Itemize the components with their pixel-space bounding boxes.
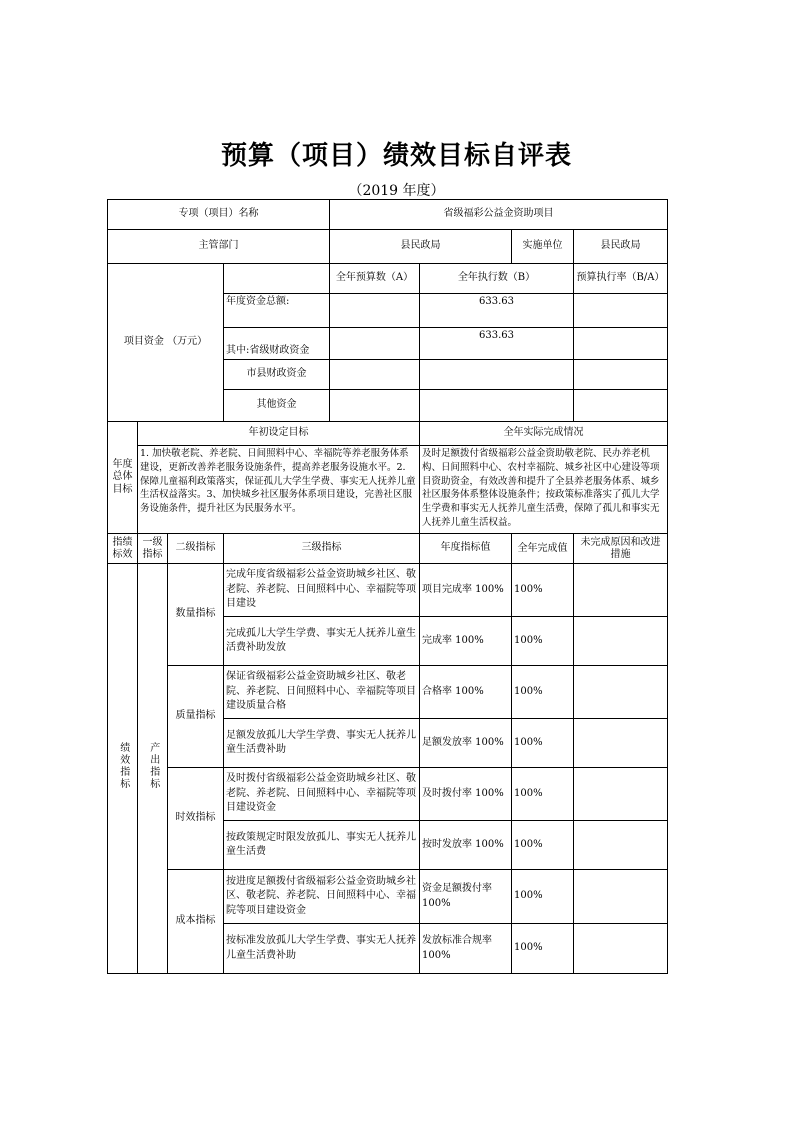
- project-name-value: 省级福彩公益金资助项目: [330, 200, 668, 230]
- funds-corner: [224, 264, 330, 294]
- ind-level3: 按进度足额拨付省级福彩公益金资助城乡社区、敬老院、养老院、日间照料中心、幸福院等项目建设资金: [224, 870, 420, 924]
- funds-row-label: 其他资金: [224, 390, 330, 422]
- ind-header-level1: 一级指标: [138, 534, 168, 564]
- ind-level3: 足额发放孤儿大学生学费、事实无人抚养儿童生活费补助: [224, 719, 420, 768]
- ind-target: 资金足额拨付率 100%: [420, 870, 512, 924]
- ind-actual: 100%: [512, 564, 574, 617]
- ind-actual: 100%: [512, 924, 574, 974]
- funds-row-exec: 633.63: [420, 294, 574, 328]
- goals-actual-header: 全年实际完成情况: [420, 422, 668, 446]
- funds-row-budget: [330, 390, 420, 422]
- funds-row-budget: [330, 294, 420, 328]
- funds-row-exec: 633.63: [420, 328, 574, 360]
- ind-header-col0: 指绩标效: [108, 534, 138, 564]
- ind-target: 完成率 100%: [420, 617, 512, 666]
- ind-header-level3: 三级指标: [224, 534, 420, 564]
- ind-header-level2: 二级指标: [168, 534, 224, 564]
- ind-level3: 按标准发放孤儿大学生学费、事实无人抚养儿童生活费补助: [224, 924, 420, 974]
- funds-row-rate: [574, 390, 668, 422]
- goals-set-header: 年初设定目标: [138, 422, 420, 446]
- goals-set-text: 1. 加快敬老院、养老院、日间照料中心、幸福院等养老服务体系建设，更新改善养老服务设施条件，提高养老服务设施水平。2. 保障儿童福利政策落实，保证孤儿大学生学费、事实无人抚养儿童生活权益落实。3、加快城乡社区服务体系项目建设，完善社区服务设施条件，提升社区为民服务水平。: [138, 446, 420, 534]
- ind-level2: 数量指标: [168, 564, 224, 666]
- ind-target: 项目完成率 100%: [420, 564, 512, 617]
- ind-level3: 完成孤儿大学生学费、事实无人抚养儿童生活费补助发放: [224, 617, 420, 666]
- funds-row-label: 年度资金总额:: [224, 294, 330, 328]
- funds-row-label: 其中:省级财政资金: [224, 328, 330, 360]
- funds-row-exec: [420, 390, 574, 422]
- goals-actual-text: 及时足额拨付省级福彩公益金资助敬老院、民办养老机构、日间照料中心、农村幸福院、城乡社区中心建设等项目资助资金，有效改善和提升了全县养老服务体系、城乡社区服务体系整体设施条件；按政策标准落实了孤儿大学生学费和事实无人抚养儿童生活费，保障了孤儿和事实无人抚养儿童生活权益。: [420, 446, 668, 534]
- ind-level3: 保证省级福彩公益金资助城乡社区、敬老院、养老院、日间照料中心、幸福院等项目建设质量合格: [224, 666, 420, 719]
- ind-reason: [574, 924, 668, 974]
- funds-row-label: 市县财政资金: [224, 360, 330, 390]
- ind-header-actual: 全年完成值: [512, 534, 574, 564]
- dept-value: 县民政局: [330, 230, 512, 264]
- funds-row-budget: [330, 328, 420, 360]
- ind-group-label: 绩效指标: [108, 564, 138, 974]
- ind-level2: 成本指标: [168, 870, 224, 974]
- form-year: （2019 年度）: [348, 183, 445, 199]
- dept-label: 主管部门: [108, 230, 330, 264]
- ind-actual: 100%: [512, 666, 574, 719]
- funds-label: 项目资金 （万元）: [108, 264, 224, 422]
- project-name-label: 专项（项目）名称: [108, 200, 330, 230]
- goals-label: 年度总体目标: [108, 422, 138, 534]
- ind-reason: [574, 870, 668, 924]
- ind-reason: [574, 617, 668, 666]
- ind-level1-value: 产出指标: [138, 564, 168, 974]
- funds-header-budget: 全年预算数（A）: [330, 264, 420, 294]
- ind-actual: 100%: [512, 768, 574, 821]
- ind-reason: [574, 719, 668, 768]
- ind-actual: 100%: [512, 719, 574, 768]
- ind-level3: 及时拨付省级福彩公益金资助城乡社区、敬老院、养老院、日间照料中心、幸福院等项目建设资金: [224, 768, 420, 821]
- ind-level2: 时效指标: [168, 768, 224, 870]
- impl-unit-value: 县民政局: [574, 230, 668, 264]
- ind-level2: 质量指标: [168, 666, 224, 768]
- ind-actual: 100%: [512, 821, 574, 870]
- ind-actual: 100%: [512, 617, 574, 666]
- ind-header-reason: 未完成原因和改进措施: [574, 534, 668, 564]
- ind-target: 按时发放率 100%: [420, 821, 512, 870]
- impl-unit-label: 实施单位: [512, 230, 574, 264]
- ind-target: 及时拨付率 100%: [420, 768, 512, 821]
- ind-actual: 100%: [512, 870, 574, 924]
- funds-row-rate: [574, 294, 668, 328]
- ind-level3: 完成年度省级福彩公益金资助城乡社区、敬老院、养老院、日间照料中心、幸福院等项目建设: [224, 564, 420, 617]
- ind-reason: [574, 768, 668, 821]
- evaluation-table: [107, 199, 668, 974]
- ind-target: 发放标准合规率 100%: [420, 924, 512, 974]
- funds-row-rate: [574, 360, 668, 390]
- ind-reason: [574, 821, 668, 870]
- funds-header-rate: 预算执行率（B/A）: [574, 264, 668, 294]
- funds-header-exec: 全年执行数（B）: [420, 264, 574, 294]
- ind-header-target: 年度指标值: [420, 534, 512, 564]
- funds-row-budget: [330, 360, 420, 390]
- ind-target: 合格率 100%: [420, 666, 512, 719]
- funds-row-rate: [574, 328, 668, 360]
- form-title: 预算（项目）绩效目标自评表: [220, 141, 572, 171]
- ind-reason: [574, 666, 668, 719]
- ind-target: 足额发放率 100%: [420, 719, 512, 768]
- ind-reason: [574, 564, 668, 617]
- ind-level3: 按政策规定时限发放孤儿、事实无人抚养儿童生活费: [224, 821, 420, 870]
- funds-row-exec: [420, 360, 574, 390]
